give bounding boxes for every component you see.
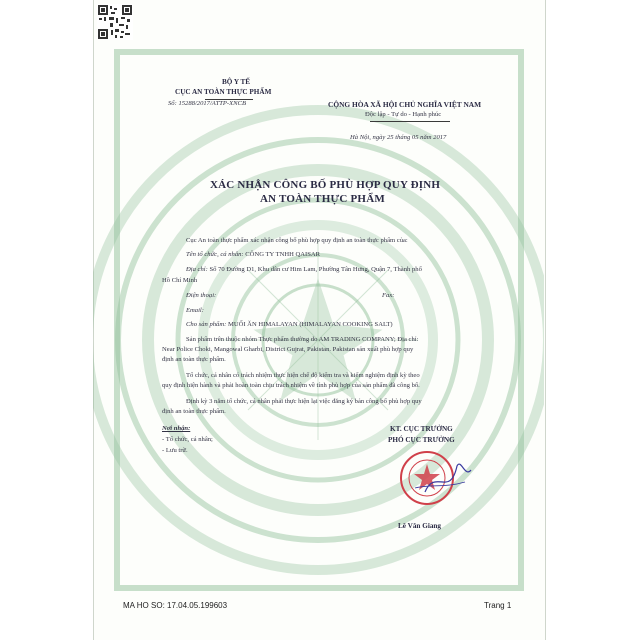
address-label: Địa chỉ: <box>186 266 208 273</box>
product-row <box>186 321 393 329</box>
organization-label: Tên tổ chức, cá nhân: <box>186 251 244 258</box>
paragraph3-line2: định an toàn thực phẩm. <box>162 408 226 415</box>
paragraph2-line1: Tổ chức, cá nhân có trách nhiệm thực hiện chế độ kiểm tra và kiểm nghiệm định kỳ theo <box>186 372 420 379</box>
bronze-drum-watermark <box>93 40 544 600</box>
national-motto: Độc lập - Tự do - Hạnh phúc <box>365 111 442 118</box>
paragraph3-line1: Định kỳ 3 năm tổ chức, cá nhân phải thực hiện lại việc đăng ký bản công bố phù hợp quy <box>186 398 422 405</box>
product-label: Cho sản phẩm: <box>186 321 227 328</box>
qr-code <box>97 4 133 40</box>
official-stamp <box>395 448 475 508</box>
place-date: Hà Nội, ngày 25 tháng 05 năm 2017 <box>350 134 447 141</box>
page-number: Trang 1 <box>484 601 512 610</box>
address-row <box>186 266 422 274</box>
product-value: MUỐI ĂN HIMALAYAN (HIMALAYAN COOKING SALT) <box>227 321 393 328</box>
intro-text: Cục An toàn thực phẩm xác nhận công bố phù hợp quy định an toàn thực phẩm của: <box>186 237 408 244</box>
number-value: 15288/2017/ATTP-XNCB <box>178 100 246 107</box>
department-name: CỤC AN TOÀN THỰC PHẨM <box>175 88 272 96</box>
recipient-item-1: - Tổ chức, cá nhân; <box>162 436 213 443</box>
signature-role-2: PHÓ CỤC TRƯỞNG <box>388 436 455 444</box>
motto-underline <box>370 121 450 122</box>
paragraph1-line3: định an toàn thực phẩm. <box>162 356 226 363</box>
recipients-label: Nơi nhận: <box>162 425 191 432</box>
document-number <box>168 100 246 108</box>
recipient-item-2: - Lưu trữ. <box>162 447 188 454</box>
organization-row <box>186 251 320 259</box>
paragraph2-line2: quy định hiện hành và phải hoàn toàn chịu trách nhiệm về tính phù hợp của sản phẩm đã công bố. <box>162 382 420 389</box>
signature-role-1: KT. CỤC TRƯỞNG <box>390 425 453 433</box>
organization-value: CÔNG TY TNHH QAISAR <box>245 251 321 258</box>
signer-name: Lê Văn Giang <box>398 522 442 530</box>
country-name: CỘNG HÒA XÃ HỘI CHỦ NGHĨA VIỆT NAM <box>328 100 482 109</box>
document-title-line2: AN TOÀN THỰC PHẨM <box>260 193 385 205</box>
phone-label: Điện thoại: <box>186 292 217 299</box>
paragraph1-line1: Sản phẩm trên thuộc nhóm Thực phẩm thường do AM TRADING COMPANY; Địa chỉ: <box>186 336 419 343</box>
record-number: MA HO SO: 17.04.05.199603 <box>123 601 228 610</box>
number-label: Số: <box>168 100 177 107</box>
ministry-name: BỘ Y TẾ <box>222 78 251 86</box>
fax-label: Fax: <box>382 292 395 299</box>
address-line1: Số 70 Đường D1, Khu dân cư Him Lam, Phường Tân Hưng, Quận 7, Thành phố <box>209 266 422 273</box>
email-label: Email: <box>186 307 204 314</box>
document-title-line1: XÁC NHẬN CÔNG BỐ PHÙ HỢP QUY ĐỊNH <box>210 179 441 191</box>
address-line2: Hồ Chí Minh <box>162 277 198 284</box>
paragraph1-line2: Near Police Choki, Mangowal Gharbi, District Gujrat, Pakistan. Pakistan sản xuất phù hợp quy <box>162 346 414 353</box>
